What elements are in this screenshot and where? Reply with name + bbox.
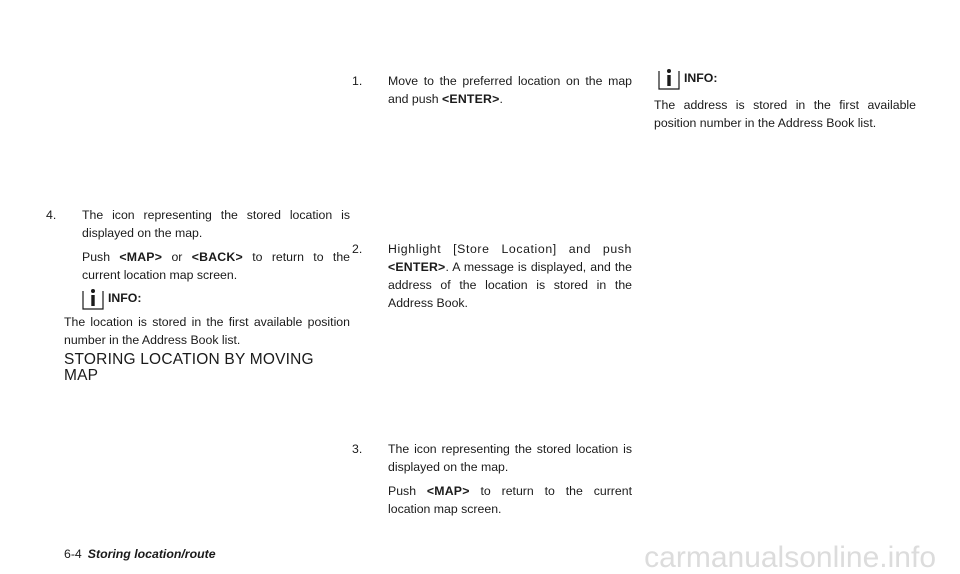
info-note-header xyxy=(82,286,202,310)
map-key: <MAP> xyxy=(426,484,470,498)
step-4-push-line: Push <MAP> or <BACK> to return to the current location map screen. xyxy=(82,250,350,282)
step-1: 1. Move to the preferred location on the map and push <ENTER>. xyxy=(352,74,632,106)
step-text: Move to the preferred location on the map and push xyxy=(388,74,632,106)
info-label: INFO: xyxy=(108,291,142,305)
section-title: Storing location/route xyxy=(87,547,216,561)
step-number: 1. xyxy=(352,74,363,88)
map-key: <MAP> xyxy=(119,250,163,264)
info-note-header xyxy=(658,66,778,90)
step-number: 4. xyxy=(46,208,57,222)
step-3 xyxy=(352,440,632,518)
step-3-push-line: Push <MAP> to return to the current location map screen. xyxy=(388,484,632,516)
info-icon xyxy=(82,286,104,310)
step-number: 3. xyxy=(352,442,363,456)
info-label: INFO: xyxy=(684,71,718,85)
info-text: The location is stored in the first available position number in the Address Book list. xyxy=(64,315,350,347)
step-number: 2. xyxy=(352,242,363,256)
step-4 xyxy=(46,206,350,284)
enter-key: <ENTER> xyxy=(442,92,500,106)
section-heading: STORING LOCATION BY MOVING MAP xyxy=(64,351,314,384)
svg-text:carmanualsonline.info: carmanualsonline.info xyxy=(644,542,936,572)
page-number: 6-4 xyxy=(64,547,82,561)
page-footer xyxy=(64,545,216,563)
step-text: The icon representing the stored location is displayed on the map. xyxy=(388,442,632,474)
step-text: Highlight [Store Location] and push xyxy=(388,242,632,256)
enter-key: <ENTER> xyxy=(388,260,446,274)
info-text: The address is stored in the first available position number in the Address Book list. xyxy=(654,98,916,130)
info-icon xyxy=(658,66,680,90)
step-text: The icon representing the stored location is displayed on the map. xyxy=(82,208,350,240)
back-key: <BACK> xyxy=(191,250,243,264)
step-2: 2. Highlight [Store Location] and push <ENTER>. A message is displayed, and the address of the location is stored in the Address Book. xyxy=(352,242,632,310)
watermark-logo xyxy=(598,542,938,572)
